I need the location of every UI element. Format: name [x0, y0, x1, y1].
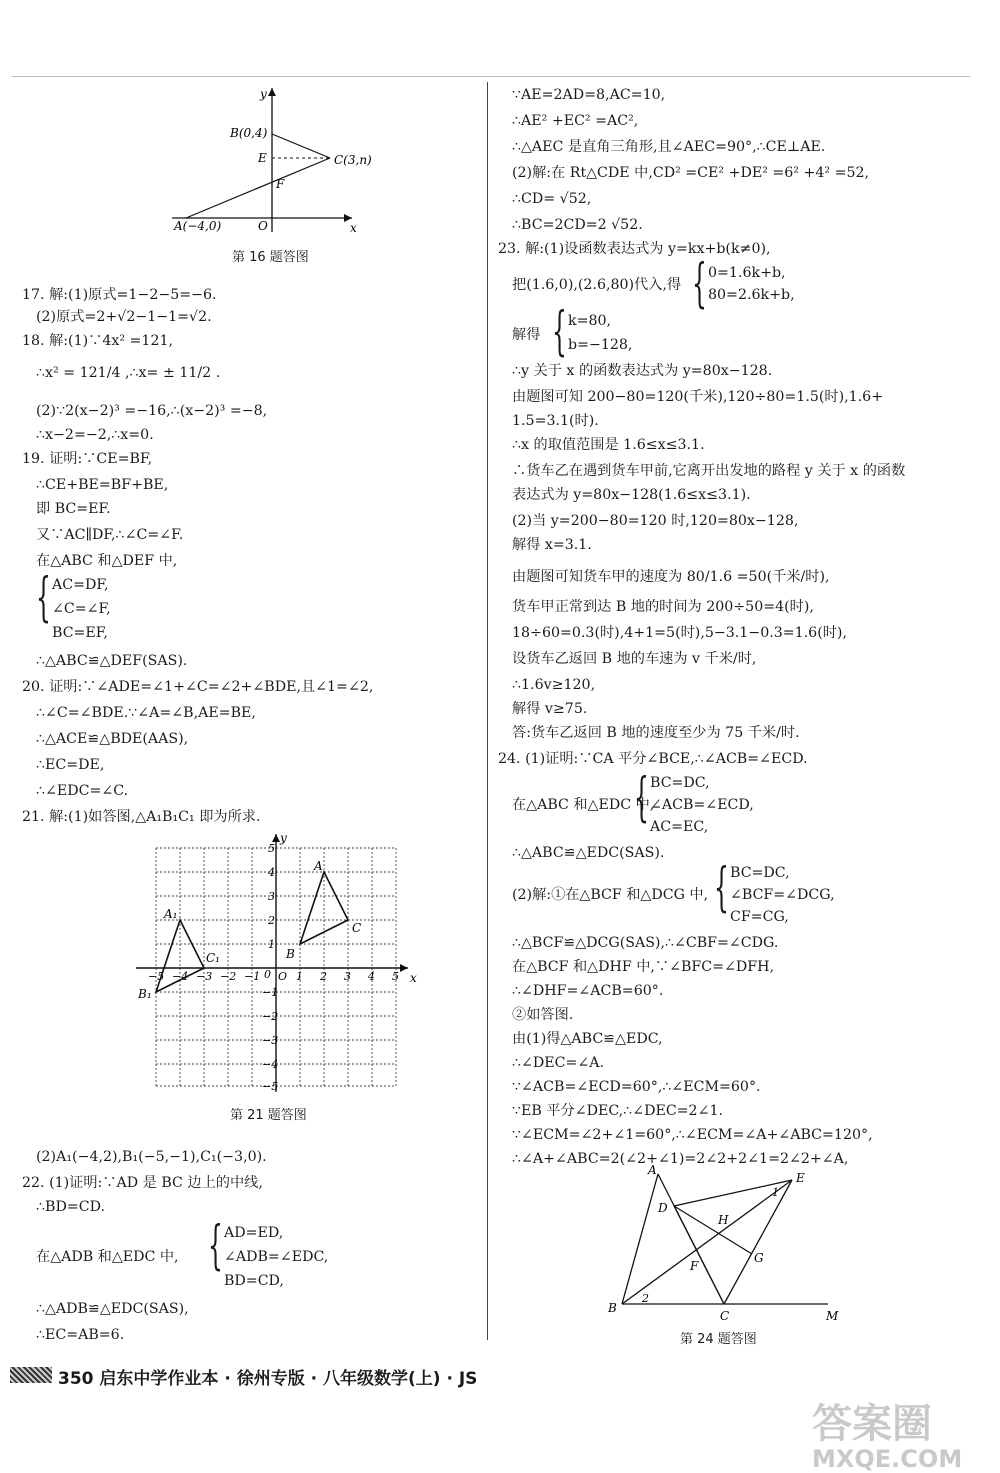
footer-pattern — [10, 1367, 52, 1383]
fig16-label-e: E — [258, 151, 267, 165]
watermark-url: MXQE.COM — [812, 1445, 963, 1473]
text-line: (2)解:①在△BCF 和△DCG 中, — [512, 887, 709, 903]
fig24-label-b: B — [608, 1301, 617, 1315]
text-line: 20. 证明:∵∠ADE=∠1+∠C=∠2+∠BDE,且∠1=∠2, — [22, 679, 374, 695]
brace: { — [634, 768, 649, 828]
fig16-label-b: B(0,4) — [230, 126, 268, 140]
fig24-label-a: A — [648, 1163, 657, 1177]
fig24-label-f: F — [690, 1259, 699, 1273]
text-line: BC=EF, — [52, 625, 108, 641]
svg-text:−1: −1 — [262, 986, 279, 999]
watermark-main: 答案圈 — [812, 1401, 932, 1447]
book-title: 启东中学作业本 · 徐州专版 · 八年级数学(上) · JS — [99, 1369, 478, 1389]
figure-21 — [130, 830, 420, 1100]
text-line: ∵∠ACB=∠ECD=60°,∴∠ECM=60°. — [512, 1079, 761, 1095]
text-line: 80=2.6k+b, — [708, 287, 795, 303]
text-line: ∴x−2=−2,∴x=0. — [36, 427, 154, 443]
fig24-label-d: D — [658, 1201, 668, 1215]
brace: { — [36, 568, 51, 628]
text-line: CF=CG, — [730, 909, 789, 925]
svg-text:−4: −4 — [262, 1058, 279, 1071]
text-line: 22. (1)证明:∵AD 是 BC 边上的中线, — [22, 1175, 263, 1191]
svg-text:0: 0 — [264, 968, 271, 981]
text-line: ∵∠ECM=∠2+∠1=60°,∴∠ECM=∠A+∠ABC=120°, — [512, 1127, 873, 1143]
text-line: ∴∠DEC=∠A. — [512, 1055, 605, 1071]
text-line: 18÷60=0.3(时),4+1=5(时),5−3.1−0.3=1.6(时), — [512, 625, 847, 641]
text-line: 由(1)得△ABC≌△EDC, — [512, 1031, 663, 1047]
text-line: ∠BCF=∠DCG, — [730, 887, 835, 903]
svg-text:2: 2 — [268, 914, 275, 927]
fig24-label-m: M — [826, 1309, 839, 1322]
text-line: 解得 — [512, 327, 541, 343]
fig21-label-a1: A₁ — [164, 907, 178, 921]
text-line: ∴△BCF≌△DCG(SAS),∴∠CBF=∠CDG. — [512, 935, 779, 951]
text-line: k=80, — [568, 313, 612, 329]
text-line: 解得 x=3.1. — [512, 537, 592, 553]
fig16-label-a: A(−4,0) — [174, 219, 222, 233]
fig24-label-c: C — [720, 1309, 730, 1322]
text-line: (2)当 y=200−80=120 时,120=80x−128, — [512, 513, 799, 529]
text-line: ∴CD= √52, — [512, 191, 592, 207]
text-line: 17. 解:(1)原式=1−2−5=−6. — [22, 287, 217, 303]
fig16-label-o: O — [258, 219, 268, 233]
fig24-label-e: E — [796, 1171, 805, 1185]
brace: { — [692, 254, 707, 314]
svg-text:4: 4 — [268, 866, 275, 879]
svg-text:−5: −5 — [262, 1080, 279, 1093]
fig24-label-g: G — [754, 1251, 764, 1265]
text-line: 由题图可知货车甲的速度为 80/1.6 =50(千米/时), — [512, 569, 830, 585]
figure-24-caption: 第 24 题答图 — [680, 1332, 757, 1347]
fig21-label-c: C — [352, 921, 362, 935]
fig21-label-b: B — [286, 947, 295, 961]
text-line: ∴x² = 121/4 ,∴x= ± 11/2 . — [36, 365, 221, 381]
svg-text:1: 1 — [268, 938, 275, 951]
svg-text:−5: −5 — [148, 970, 165, 983]
text-line: AD=ED, — [224, 1225, 284, 1241]
fig16-label-c: C(3,n) — [334, 153, 372, 167]
text-line: 18. 解:(1)∵4x² =121, — [22, 333, 174, 349]
text-line: ∴BD=CD. — [36, 1199, 105, 1215]
brace: { — [552, 302, 567, 362]
text-line: 解得 v≥75. — [512, 701, 588, 717]
text-line: 23. 解:(1)设函数表达式为 y=kx+b(k≠0), — [498, 241, 771, 257]
text-line: ∴EC=DE, — [36, 757, 105, 773]
watermark — [812, 1392, 962, 1473]
text-line: ∴△ABC≌△DEF(SAS). — [36, 653, 188, 669]
page-number: 350 — [58, 1369, 94, 1389]
fig24-label-2: 2 — [642, 1292, 649, 1305]
text-line: 在△ADB 和△EDC 中, — [36, 1249, 179, 1265]
text-line: 设货车乙返回 B 地的车速为 v 千米/时, — [512, 651, 757, 667]
svg-text:3: 3 — [268, 890, 275, 903]
text-line: 在△ABC 和△DEF 中, — [36, 553, 178, 569]
text-line: 1.5=3.1(时). — [512, 413, 599, 429]
svg-text:−3: −3 — [262, 1034, 279, 1047]
svg-text:1: 1 — [296, 970, 303, 983]
text-line: ∠ADB=∠EDC, — [224, 1249, 329, 1265]
text-line: BD=CD, — [224, 1273, 284, 1289]
fig21-label-y: y — [280, 831, 287, 845]
text-line: ∴AE² +EC² =AC², — [512, 113, 639, 129]
text-line: ∴货车乙在遇到货车甲前,它离开出发地的路程 y 关于 x 的函数 — [512, 463, 906, 479]
text-line: (2)∵2(x−2)³ =−16,∴(x−2)³ =−8, — [36, 403, 268, 419]
svg-text:−3: −3 — [196, 970, 213, 983]
text-line: 又∵AC∥DF,∴∠C=∠F. — [36, 527, 184, 543]
text-line: 19. 证明:∵CE=BF, — [22, 451, 153, 467]
brace: { — [714, 858, 729, 918]
text-line: BC=DC, — [730, 865, 790, 881]
fig16-label-x: x — [350, 221, 357, 234]
text-line: AC=EC, — [650, 819, 709, 835]
text-line: 在△BCF 和△DHF 中,∵∠BFC=∠DFH, — [512, 959, 774, 975]
fig16-label-f: F — [276, 177, 285, 191]
page-footer — [10, 1364, 970, 1388]
top-rule — [12, 76, 970, 77]
figure-21-caption: 第 21 题答图 — [230, 1108, 307, 1123]
fig21-label-c1: C₁ — [206, 951, 220, 965]
text-line: ∵AE=2AD=8,AC=10, — [512, 87, 666, 103]
text-line: 货车甲正常到达 B 地的时间为 200÷50=4(时), — [512, 599, 814, 615]
text-line: ∴∠C=∠BDE.∵∠A=∠B,AE=BE, — [36, 705, 256, 721]
text-line: 由题图可知 200−80=120(千米),120÷80=1.5(时),1.6+ — [512, 389, 884, 405]
fig21-label-a: A — [314, 859, 323, 873]
text-line: AC=DF, — [52, 577, 109, 593]
text-line: 即 BC=EF. — [36, 501, 111, 517]
figure-24 — [606, 1162, 846, 1322]
text-line: 21. 解:(1)如答图,△A₁B₁C₁ 即为所求. — [22, 809, 261, 825]
text-line: ∵EB 平分∠DEC,∴∠DEC=2∠1. — [512, 1103, 724, 1119]
text-line: ∠C=∠F, — [52, 601, 111, 617]
fig24-label-h: H — [718, 1213, 729, 1227]
text-line: ∴y 关于 x 的函数表达式为 y=80x−128. — [512, 363, 773, 379]
text-line: (2)原式=2+√2−1−1=√2. — [36, 309, 212, 325]
text-line: 表达式为 y=80x−128(1.6≤x≤3.1). — [512, 487, 751, 503]
text-line: ②如答图. — [512, 1007, 574, 1023]
text-line: ∴∠EDC=∠C. — [36, 783, 129, 799]
text-line: (2)A₁(−4,2),B₁(−5,−1),C₁(−3,0). — [36, 1149, 267, 1165]
text-line: 在△ABC 和△EDC 中, — [512, 797, 655, 813]
svg-text:−2: −2 — [220, 970, 237, 983]
text-line: 把(1.6,0),(2.6,80)代入,得 — [512, 277, 682, 293]
column-divider — [487, 82, 488, 1340]
text-line: ∴CE+BE=BF+BE, — [36, 477, 169, 493]
svg-text:5: 5 — [392, 970, 399, 983]
svg-text:−2: −2 — [262, 1010, 279, 1023]
text-line: ∴△ADB≌△EDC(SAS), — [36, 1301, 189, 1317]
text-line: (2)解:在 Rt△CDE 中,CD² =CE² +DE² =6² +4² =52, — [512, 165, 870, 181]
text-line: ∴BC=2CD=2 √52. — [512, 217, 643, 233]
fig21-label-b1: B₁ — [138, 987, 152, 1001]
svg-text:3: 3 — [344, 970, 351, 983]
fig24-label-1: 1 — [772, 1186, 779, 1199]
brace: { — [208, 1216, 223, 1276]
text-line: b=−128, — [568, 337, 633, 353]
figure-16-caption: 第 16 题答图 — [232, 250, 309, 265]
text-line: ∴△ACE≌△BDE(AAS), — [36, 731, 189, 747]
svg-text:2: 2 — [320, 970, 327, 983]
text-line: ∴EC=AB=6. — [36, 1327, 125, 1343]
text-line: ∠ACB=∠ECD, — [650, 797, 754, 813]
svg-text:4: 4 — [368, 970, 375, 983]
text-line: ∴△AEC 是直角三角形,且∠AEC=90°,∴CE⊥AE. — [512, 139, 826, 155]
text-line: 答:货车乙返回 B 地的速度至少为 75 千米/时. — [512, 725, 800, 741]
fig21-label-x: x — [410, 971, 417, 985]
text-line: ∴∠DHF=∠ACB=60°. — [512, 983, 664, 999]
text-line: 24. (1)证明:∵CA 平分∠BCE,∴∠ACB=∠ECD. — [498, 751, 808, 767]
text-line: ∴x 的取值范围是 1.6≤x≤3.1. — [512, 437, 705, 453]
text-line: ∴△ABC≌△EDC(SAS). — [512, 845, 665, 861]
footer-text — [58, 1364, 477, 1389]
text-line: 0=1.6k+b, — [708, 265, 786, 281]
text-line: BC=DC, — [650, 775, 710, 791]
text-line: ∴1.6v≥120, — [512, 677, 596, 693]
figure-16 — [172, 84, 382, 234]
svg-text:−1: −1 — [244, 970, 261, 983]
fig21-label-o: O — [278, 970, 288, 983]
fig16-label-y: y — [260, 87, 267, 101]
svg-text:5: 5 — [268, 842, 275, 855]
text-line: ∴∠A+∠ABC=2(∠2+∠1)=2∠2+2∠1=2∠2+∠A, — [512, 1151, 849, 1167]
svg-text:−4: −4 — [172, 970, 189, 983]
